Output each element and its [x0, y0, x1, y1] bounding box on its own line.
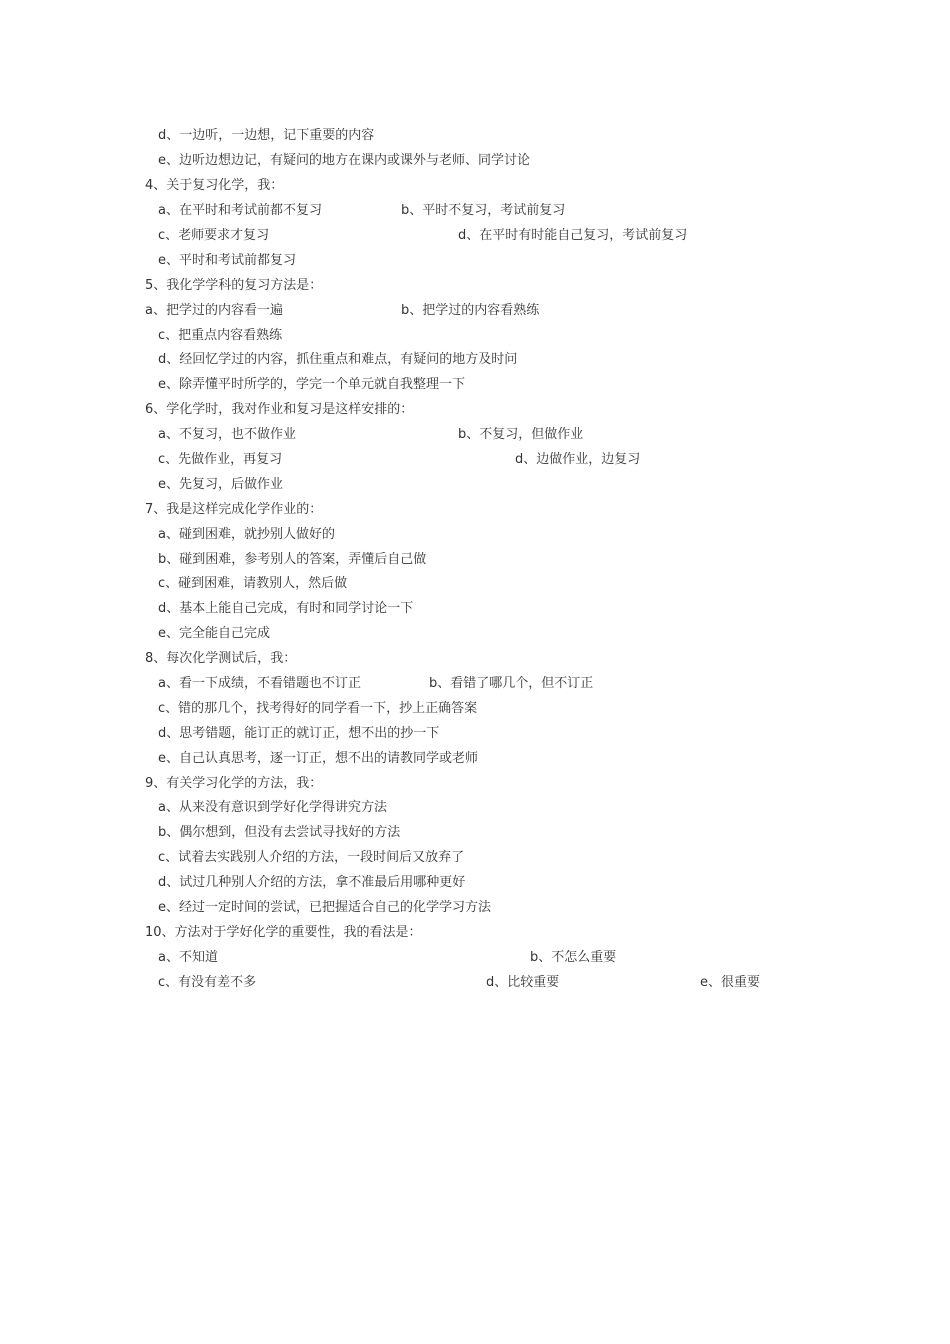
- option-text: d、在平时有时能自己复习，考试前复习: [458, 228, 688, 243]
- option-line: c、试着去实践别人介绍的方法，一段时间后又放弃了: [158, 850, 465, 865]
- option-line: b、偶尔想到，但没有去尝试寻找好的方法: [158, 825, 401, 840]
- question-heading: 10、方法对于学好化学的重要性，我的看法是：: [145, 925, 422, 940]
- option-text: a、把学过的内容看一遍: [145, 303, 283, 318]
- option-line: d、一边听，一边想，记下重要的内容: [158, 128, 375, 143]
- question-heading: 4、关于复习化学，我：: [145, 178, 284, 193]
- option-text: b、不怎么重要: [530, 950, 617, 965]
- option-text: c、有没有差不多: [158, 975, 257, 990]
- option-text: a、看一下成绩，不看错题也不订正: [158, 676, 361, 691]
- option-line: e、平时和考试前都复习: [158, 253, 296, 268]
- option-line: c、把重点内容看熟练: [158, 328, 283, 343]
- option-text: c、老师要求才复习: [158, 228, 270, 243]
- option-line: d、基本上能自己完成，有时和同学讨论一下: [158, 601, 414, 616]
- option-line: e、完全能自己完成: [158, 626, 270, 641]
- option-row: [0, 450, 950, 470]
- option-row: [0, 948, 950, 968]
- option-row: [0, 201, 950, 221]
- option-line: e、先复习，后做作业: [158, 477, 283, 492]
- option-line: e、自己认真思考，逐一订正，想不出的请教同学或老师: [158, 751, 478, 766]
- question-heading: 5、我化学学科的复习方法是：: [145, 278, 323, 293]
- option-text: d、比较重要: [486, 975, 560, 990]
- option-row: [0, 973, 950, 993]
- option-text: c、先做作业，再复习: [158, 452, 283, 467]
- option-line: d、思考错题，能订正的就订正，想不出的抄一下: [158, 726, 440, 741]
- option-text: b、不复习，但做作业: [458, 427, 584, 442]
- question-heading: 8、每次化学测试后，我：: [145, 651, 297, 666]
- option-line: b、碰到困难，参考别人的答案，弄懂后自己做: [158, 552, 427, 567]
- option-text: b、把学过的内容看熟练: [401, 303, 540, 318]
- option-text: b、平时不复习，考试前复习: [401, 203, 566, 218]
- option-line: e、经过一定时间的尝试，已把握适合自己的化学学习方法: [158, 900, 491, 915]
- option-text: a、在平时和考试前都不复习: [158, 203, 322, 218]
- question-heading: 9、有关学习化学的方法，我：: [145, 776, 323, 791]
- option-line: d、经回忆学过的内容，抓住重点和难点，有疑问的地方及时问: [158, 352, 518, 367]
- option-line: c、错的那几个，找考得好的同学看一下，抄上正确答案: [158, 701, 478, 716]
- option-line: e、除弄懂平时所学的，学完一个单元就自我整理一下: [158, 377, 465, 392]
- question-heading: 6、学化学时，我对作业和复习是这样安排的：: [145, 402, 414, 417]
- option-line: d、试过几种别人介绍的方法，拿不准最后用哪种更好: [158, 875, 466, 890]
- option-text: d、边做作业，边复习: [515, 452, 641, 467]
- option-text: e、很重要: [700, 975, 760, 990]
- option-line: e、边听边想边记，有疑问的地方在课内或课外与老师、同学讨论: [158, 153, 530, 168]
- option-row: [0, 425, 950, 445]
- question-heading: 7、我是这样完成化学作业的：: [145, 502, 323, 517]
- option-text: a、不复习，也不做作业: [158, 427, 296, 442]
- option-text: b、看错了哪几个，但不订正: [429, 676, 594, 691]
- option-row: [0, 226, 950, 246]
- option-line: a、碰到困难，就抄别人做好的: [158, 527, 335, 542]
- option-text: a、不知道: [158, 950, 218, 965]
- option-line: a、从来没有意识到学好化学得讲究方法: [158, 800, 387, 815]
- option-row: [0, 301, 950, 321]
- option-line: c、碰到困难，请教别人，然后做: [158, 576, 348, 591]
- option-row: [0, 674, 950, 694]
